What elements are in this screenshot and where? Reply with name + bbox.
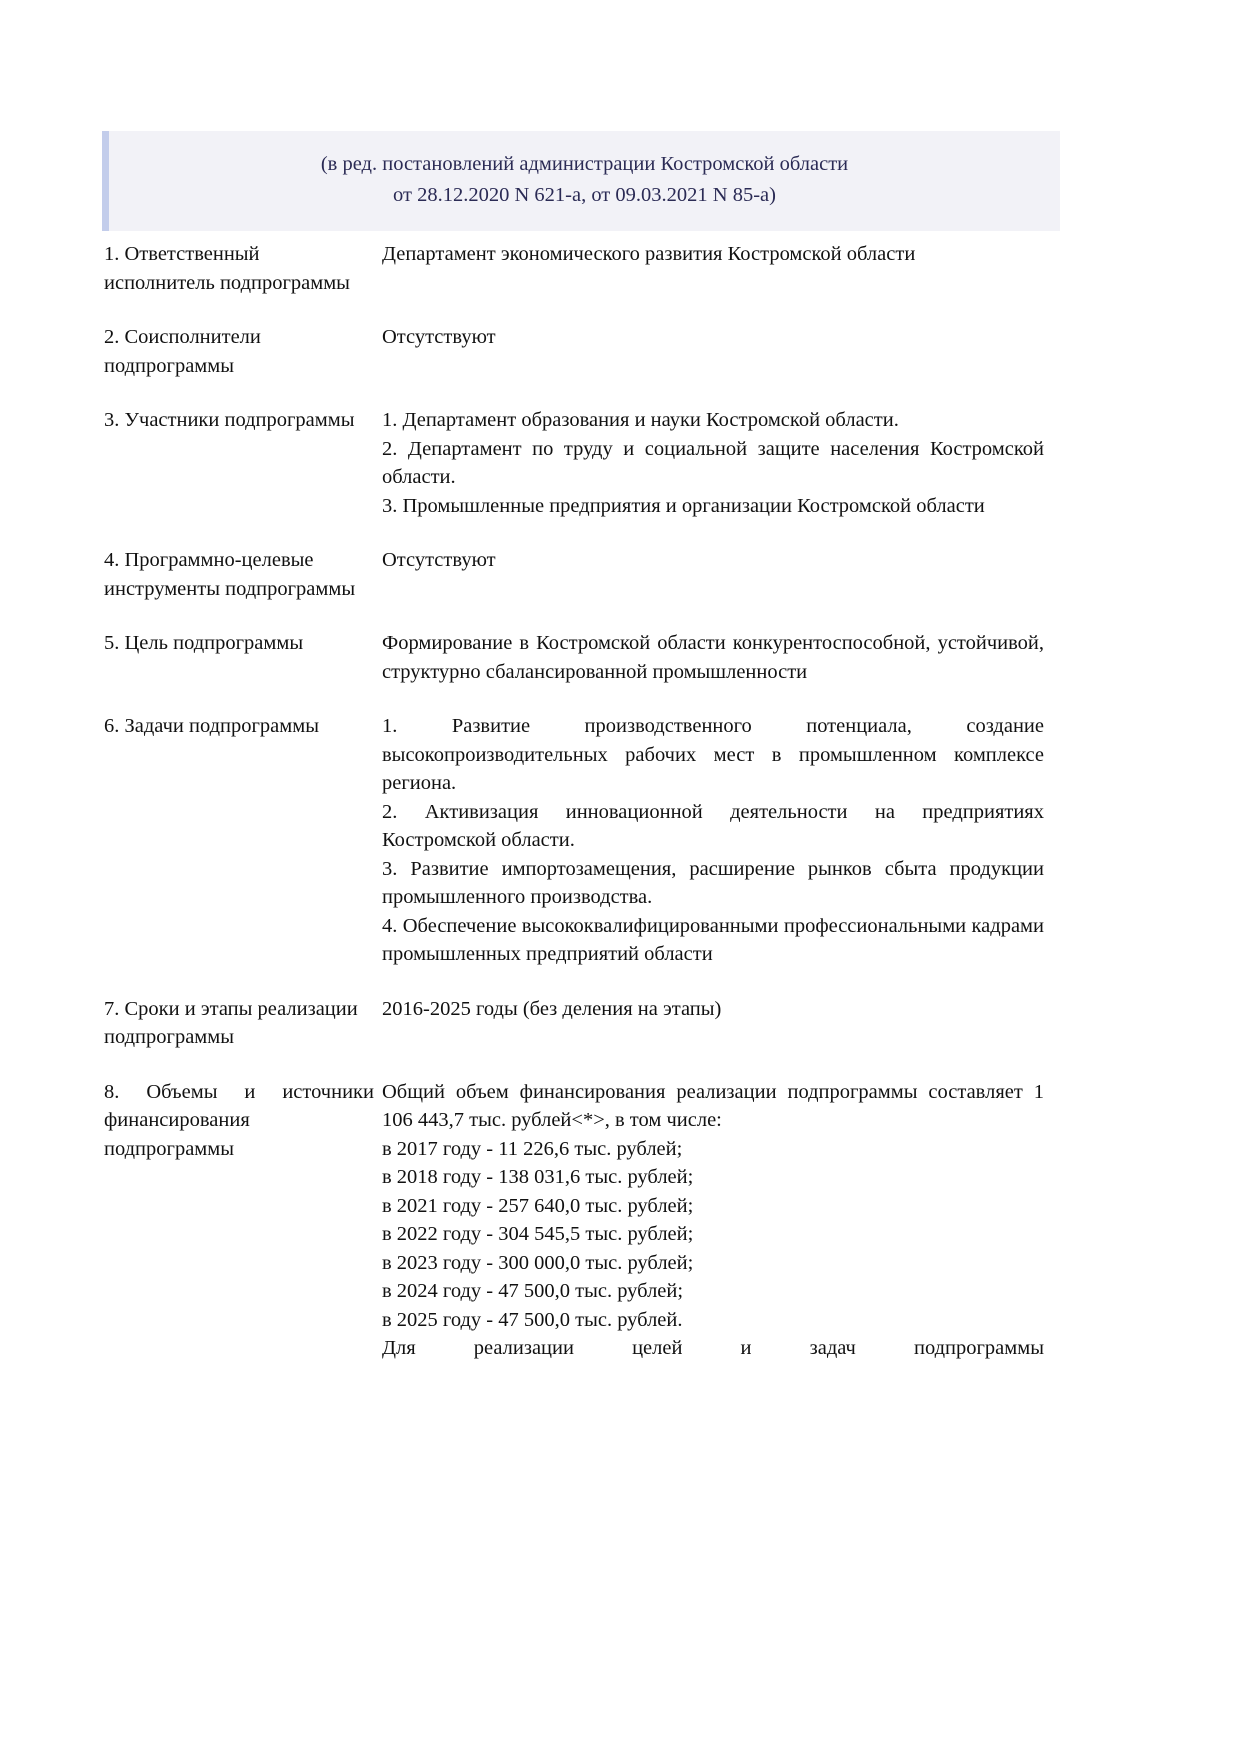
financing-year-line: в 2025 году - 47 500,0 тыс. рублей. xyxy=(382,1308,683,1331)
value-paragraph-continued: Для реализации целей и задач подпрограммы xyxy=(382,1337,1044,1359)
table-row xyxy=(104,406,1044,546)
value-paragraph: Формирование в Костромской области конкурентоспособной, устойчивой, структурно сбалансированной промышленности xyxy=(382,632,1044,683)
amendment-note-line-1: (в ред. постановлений администрации Костромской области xyxy=(320,153,849,175)
table-row xyxy=(104,712,1044,995)
row-label-responsible-executor: 1. Ответственный исполнитель подпрограммы xyxy=(104,243,350,294)
value-paragraph: Общий объем финансирования реализации подпрограммы составляет 1 106 443,7 тыс. рублей<*>, в том числе: xyxy=(382,1080,1044,1131)
value-paragraph: 1. Департамент образования и науки Костромской области. xyxy=(382,409,899,431)
value-paragraph: Отсутствуют xyxy=(382,549,496,571)
financing-year-line: в 2024 году - 47 500,0 тыс. рублей; xyxy=(382,1280,684,1302)
financing-year-line: в 2022 году - 304 545,5 тыс. рублей; xyxy=(382,1223,694,1245)
row-label-co-executors: 2. Соисполнители подпрограммы xyxy=(104,326,261,377)
row-label-participants: 3. Участники подпрограммы xyxy=(104,409,355,431)
financing-year-line: в 2023 году - 300 000,0 тыс. рублей; xyxy=(382,1251,694,1274)
row-label-goal: 5. Цель подпрограммы xyxy=(104,632,304,654)
value-paragraph: Департамент экономического развития Костромской области xyxy=(382,243,916,265)
row-value-program-target-instruments xyxy=(382,546,1044,629)
financing-year-line: в 2021 году - 257 640,0 тыс. рублей; xyxy=(382,1194,694,1217)
table-row xyxy=(104,629,1044,712)
row-value-financing xyxy=(382,1078,1044,1389)
amendment-note-box xyxy=(102,131,1060,231)
table-row xyxy=(104,995,1044,1078)
value-paragraph: 2. Активизация инновационной деятельности на предприятиях Костромской области. xyxy=(382,800,1044,851)
table-row xyxy=(104,240,1044,323)
row-value-co-executors xyxy=(382,323,1044,406)
value-paragraph: Отсутствуют xyxy=(382,326,496,348)
row-value-participants xyxy=(382,406,1044,546)
financing-year-line: в 2018 году - 138 031,6 тыс. рублей; xyxy=(382,1166,694,1188)
row-value-timeframe xyxy=(382,995,1044,1078)
value-paragraph: 4. Обеспечение высококвалифицированными профессиональными кадрами промышленных предприятий области xyxy=(382,914,1044,965)
row-value-tasks xyxy=(382,712,1044,995)
value-paragraph: 3. Промышленные предприятия и организации Костромской области xyxy=(382,494,985,517)
row-value-goal xyxy=(382,629,1044,712)
value-paragraph: 3. Развитие импортозамещения, расширение рынков сбыта продукции промышленного производства. xyxy=(382,857,1044,908)
table-row xyxy=(104,546,1044,629)
value-paragraph: 2. Департамент по труду и социальной защите населения Костромской области. xyxy=(382,437,1044,488)
row-value-responsible-executor xyxy=(382,240,1044,323)
value-paragraph: 1. Развитие производственного потенциала, создание высокопроизводительных рабочих мест в промышленном комплексе региона. xyxy=(382,715,1044,794)
amendment-note-line-2: от 28.12.2020 N 621-а, от 09.03.2021 N 85-а) xyxy=(393,184,776,206)
table-row xyxy=(104,1078,1044,1389)
row-label-tasks: 6. Задачи подпрограммы xyxy=(104,715,319,737)
subprogram-passport-table xyxy=(104,240,1044,1389)
value-paragraph: 2016-2025 годы (без деления на этапы) xyxy=(382,997,722,1020)
row-label-program-target-instruments: 4. Программно-целевые инструменты подпрограммы xyxy=(104,549,356,600)
row-label-timeframe: 7. Сроки и этапы реализации подпрограммы xyxy=(104,997,358,1048)
row-label-financing: 8. Объемы и источники финансирования подпрограммы xyxy=(104,1080,374,1160)
financing-year-line: в 2017 году - 11 226,6 тыс. рублей; xyxy=(382,1137,683,1160)
table-row xyxy=(104,323,1044,406)
